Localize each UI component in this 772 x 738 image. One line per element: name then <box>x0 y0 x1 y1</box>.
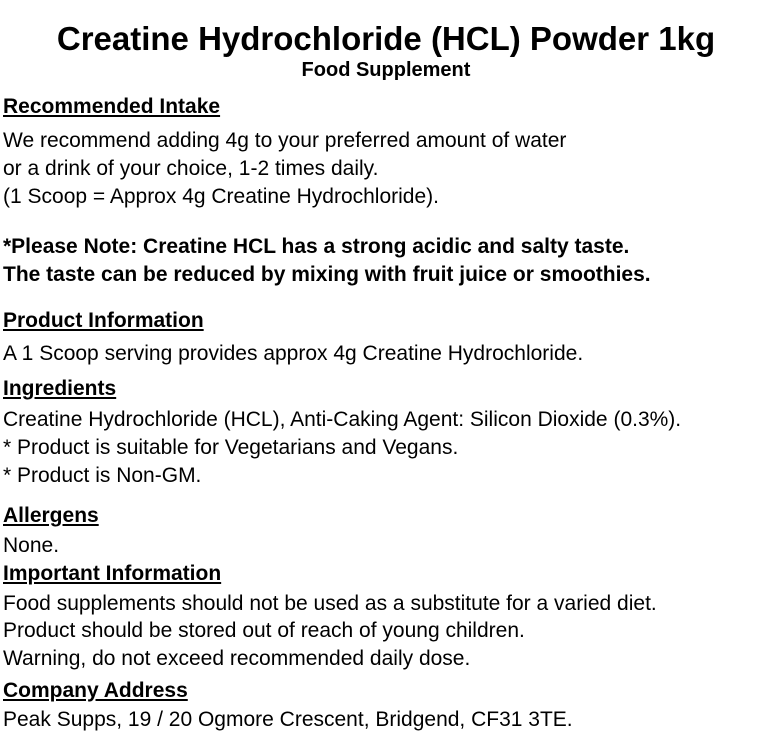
taste-note-line: The taste can be reduced by mixing with fruit juice or smoothies. <box>3 263 651 286</box>
product-information-heading: Product Information <box>3 309 204 332</box>
important-information-line: Product should be stored out of reach of young children. <box>3 619 525 642</box>
recommended-intake-line: or a drink of your choice, 1-2 times daily. <box>3 157 379 180</box>
allergens-heading: Allergens <box>3 504 99 527</box>
ingredients-line: * Product is Non-GM. <box>3 464 202 487</box>
product-information-line: A 1 Scoop serving provides approx 4g Creatine Hydrochloride. <box>3 342 584 365</box>
important-information-heading: Important Information <box>3 562 222 585</box>
company-address-line: Peak Supps, 19 / 20 Ogmore Crescent, Bridgend, CF31 3TE. <box>3 708 573 731</box>
ingredients-line: Creatine Hydrochloride (HCL), Anti-Caking Agent: Silicon Dioxide (0.3%). <box>3 408 682 431</box>
ingredients-line: * Product is suitable for Vegetarians and Vegans. <box>3 436 459 459</box>
allergens-line: None. <box>3 534 60 557</box>
ingredients-heading: Ingredients <box>3 377 117 400</box>
recommended-intake-line: We recommend adding 4g to your preferred amount of water <box>3 129 567 152</box>
taste-note-line: *Please Note: Creatine HCL has a strong acidic and salty taste. <box>3 235 630 258</box>
important-information-line: Warning, do not exceed recommended daily dose. <box>3 647 471 670</box>
page-subtitle: Food Supplement <box>301 59 471 81</box>
recommended-intake-heading: Recommended Intake <box>3 95 221 118</box>
important-information-line: Food supplements should not be used as a substitute for a varied diet. <box>3 592 657 615</box>
company-address-heading: Company Address <box>3 679 188 702</box>
recommended-intake-line: (1 Scoop = Approx 4g Creatine Hydrochloride). <box>3 185 439 208</box>
page-title: Creatine Hydrochloride (HCL) Powder 1kg <box>56 20 716 57</box>
